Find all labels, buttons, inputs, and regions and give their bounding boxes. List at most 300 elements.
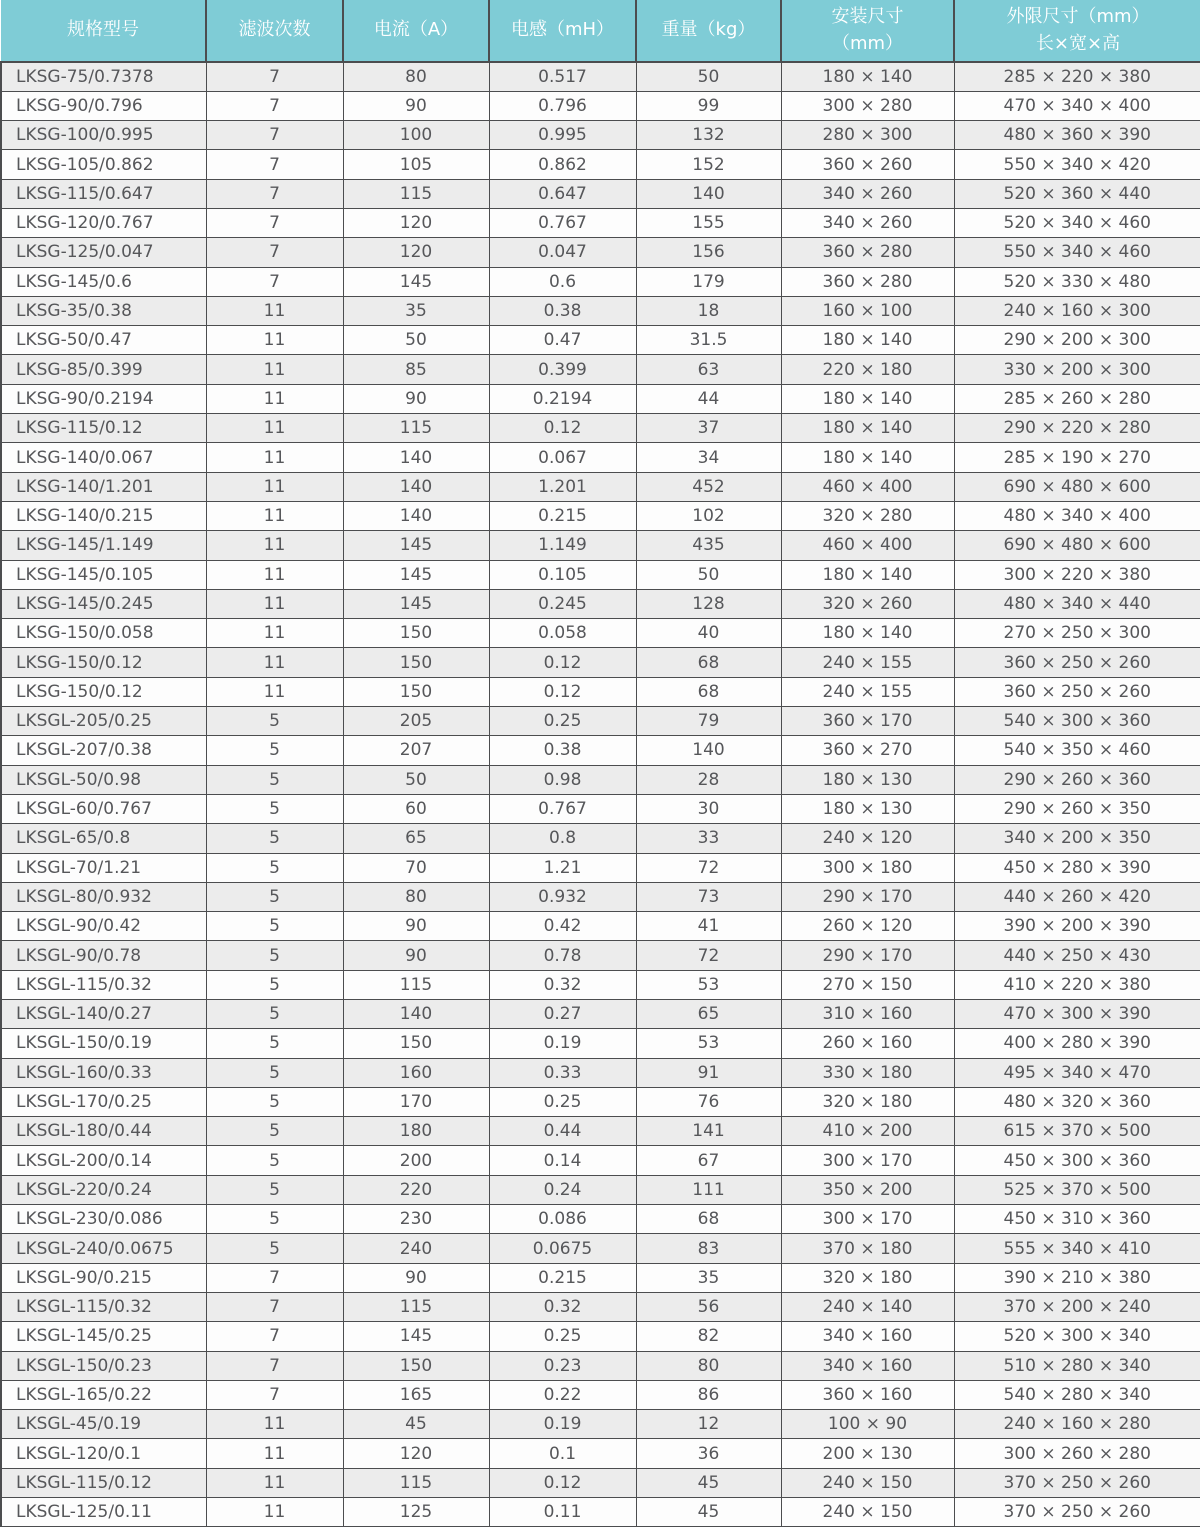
table-cell: 140: [636, 736, 781, 765]
table-cell: 145: [343, 267, 489, 296]
table-cell: 480 × 360 × 390: [954, 121, 1200, 150]
table-cell: 145: [343, 589, 489, 618]
table-row: [1, 707, 1200, 736]
table-cell: 100: [343, 121, 489, 150]
table-cell: 28: [636, 765, 781, 794]
table-cell: 125: [343, 1498, 489, 1527]
table-cell: LKSGL-115/0.12: [1, 1468, 206, 1497]
table-cell: 370 × 200 × 240: [954, 1292, 1200, 1321]
table-cell: 525 × 370 × 500: [954, 1175, 1200, 1204]
table-cell: 290 × 170: [781, 882, 954, 911]
table-cell: 180 × 140: [781, 619, 954, 648]
table-cell: 290 × 260 × 350: [954, 794, 1200, 823]
table-cell: 180 × 140: [781, 443, 954, 472]
table-cell: 290 × 260 × 360: [954, 765, 1200, 794]
table-cell: 91: [636, 1058, 781, 1087]
table-cell: 53: [636, 970, 781, 999]
table-cell: 31.5: [636, 326, 781, 355]
table-row: [1, 1000, 1200, 1029]
table-cell: 99: [636, 91, 781, 120]
table-cell: LKSGL-150/0.19: [1, 1029, 206, 1058]
table-cell: 0.78: [489, 941, 636, 970]
table-cell: LKSGL-140/0.27: [1, 1000, 206, 1029]
table-cell: 5: [206, 853, 343, 882]
table-cell: 520 × 340 × 460: [954, 208, 1200, 237]
table-cell: 0.12: [489, 414, 636, 443]
table-cell: LKSG-85/0.399: [1, 355, 206, 384]
table-cell: 7: [206, 179, 343, 208]
table-cell: LKSGL-150/0.23: [1, 1351, 206, 1380]
table-cell: 11: [206, 443, 343, 472]
table-cell: 7: [206, 91, 343, 120]
table-cell: LKSGL-145/0.25: [1, 1322, 206, 1351]
table-cell: 360 × 270: [781, 736, 954, 765]
table-cell: 0.11: [489, 1498, 636, 1527]
table-cell: 120: [343, 208, 489, 237]
table-cell: 72: [636, 853, 781, 882]
table-cell: 150: [343, 1029, 489, 1058]
table-cell: 540 × 350 × 460: [954, 736, 1200, 765]
table-cell: 207: [343, 736, 489, 765]
table-cell: 5: [206, 1029, 343, 1058]
table-cell: 0.25: [489, 1322, 636, 1351]
table-cell: 450 × 300 × 360: [954, 1146, 1200, 1175]
table-cell: 290 × 220 × 280: [954, 414, 1200, 443]
table-cell: 145: [343, 531, 489, 560]
table-cell: 0.25: [489, 1087, 636, 1116]
table-cell: 200 × 130: [781, 1439, 954, 1468]
table-cell: 50: [636, 62, 781, 91]
table-cell: 0.047: [489, 238, 636, 267]
table-cell: 67: [636, 1146, 781, 1175]
table-cell: 300 × 280: [781, 91, 954, 120]
table-cell: 390 × 200 × 390: [954, 912, 1200, 941]
table-cell: LKSG-115/0.12: [1, 414, 206, 443]
table-row: [1, 882, 1200, 911]
table-cell: 68: [636, 1205, 781, 1234]
table-header-row: [1, 0, 1200, 62]
table-cell: 86: [636, 1380, 781, 1409]
table-cell: 115: [343, 1468, 489, 1497]
table-cell: 65: [343, 824, 489, 853]
table-cell: 0.14: [489, 1146, 636, 1175]
table-cell: 370 × 250 × 260: [954, 1468, 1200, 1497]
table-cell: 7: [206, 1322, 343, 1351]
table-cell: 360 × 160: [781, 1380, 954, 1409]
table-cell: 270 × 250 × 300: [954, 619, 1200, 648]
table-cell: 1.149: [489, 531, 636, 560]
table-cell: LKSG-125/0.047: [1, 238, 206, 267]
table-cell: 520 × 360 × 440: [954, 179, 1200, 208]
table-cell: LKSGL-170/0.25: [1, 1087, 206, 1116]
table-cell: 555 × 340 × 410: [954, 1234, 1200, 1263]
table-cell: 145: [343, 560, 489, 589]
table-cell: 7: [206, 1351, 343, 1380]
table-cell: 0.32: [489, 1292, 636, 1321]
table-cell: 440 × 260 × 420: [954, 882, 1200, 911]
table-row: [1, 1292, 1200, 1321]
column-header: 滤波次数: [206, 0, 343, 62]
table-cell: 56: [636, 1292, 781, 1321]
table-cell: 360 × 170: [781, 707, 954, 736]
table-cell: 0.862: [489, 150, 636, 179]
table-cell: 460 × 400: [781, 531, 954, 560]
table-cell: 11: [206, 1410, 343, 1439]
table-cell: 165: [343, 1380, 489, 1409]
table-cell: 310 × 160: [781, 1000, 954, 1029]
table-cell: 450 × 310 × 360: [954, 1205, 1200, 1234]
table-cell: 11: [206, 355, 343, 384]
table-cell: LKSG-120/0.767: [1, 208, 206, 237]
table-cell: LKSG-90/0.796: [1, 91, 206, 120]
table-cell: LKSGL-125/0.11: [1, 1498, 206, 1527]
table-cell: 80: [343, 882, 489, 911]
table-cell: 160 × 100: [781, 296, 954, 325]
table-row: [1, 62, 1200, 91]
table-row: [1, 355, 1200, 384]
table-row: [1, 1146, 1200, 1175]
table-cell: 320 × 260: [781, 589, 954, 618]
table-cell: 5: [206, 941, 343, 970]
table-cell: 70: [343, 853, 489, 882]
table-cell: 470 × 340 × 400: [954, 91, 1200, 120]
table-cell: LKSGL-65/0.8: [1, 824, 206, 853]
table-cell: 7: [206, 267, 343, 296]
table-cell: LKSGL-60/0.767: [1, 794, 206, 823]
table-cell: 0.19: [489, 1410, 636, 1439]
table-cell: 180 × 130: [781, 794, 954, 823]
table-cell: 220 × 180: [781, 355, 954, 384]
table-row: [1, 853, 1200, 882]
table-cell: 82: [636, 1322, 781, 1351]
table-cell: 690 × 480 × 600: [954, 472, 1200, 501]
table-cell: LKSGL-160/0.33: [1, 1058, 206, 1087]
table-row: [1, 1410, 1200, 1439]
table-cell: 102: [636, 501, 781, 530]
table-cell: 5: [206, 1234, 343, 1263]
table-row: [1, 1468, 1200, 1497]
table-cell: 180: [343, 1117, 489, 1146]
table-cell: 7: [206, 1263, 343, 1292]
table-cell: 0.647: [489, 179, 636, 208]
table-cell: 5: [206, 1175, 343, 1204]
table-cell: 0.23: [489, 1351, 636, 1380]
table-cell: 11: [206, 1439, 343, 1468]
table-cell: 460 × 400: [781, 472, 954, 501]
table-cell: 180 × 140: [781, 326, 954, 355]
table-cell: 480 × 340 × 400: [954, 501, 1200, 530]
table-cell: LKSG-140/0.215: [1, 501, 206, 530]
table-cell: 5: [206, 1117, 343, 1146]
table-cell: 440 × 250 × 430: [954, 941, 1200, 970]
table-cell: 11: [206, 384, 343, 413]
table-row: [1, 912, 1200, 941]
table-cell: 11: [206, 326, 343, 355]
table-cell: 5: [206, 882, 343, 911]
table-cell: 5: [206, 1058, 343, 1087]
table-cell: LKSGL-80/0.932: [1, 882, 206, 911]
table-cell: 5: [206, 1146, 343, 1175]
table-cell: 290 × 170: [781, 941, 954, 970]
table-cell: 5: [206, 707, 343, 736]
table-cell: 53: [636, 1029, 781, 1058]
table-cell: 68: [636, 648, 781, 677]
table-row: [1, 238, 1200, 267]
table-row: [1, 619, 1200, 648]
table-cell: 0.2194: [489, 384, 636, 413]
table-cell: LKSG-150/0.058: [1, 619, 206, 648]
table-cell: 5: [206, 1205, 343, 1234]
column-header: 规格型号: [1, 0, 206, 62]
table-cell: 330 × 200 × 300: [954, 355, 1200, 384]
table-row: [1, 970, 1200, 999]
table-cell: 285 × 190 × 270: [954, 443, 1200, 472]
table-cell: 5: [206, 765, 343, 794]
table-cell: 140: [636, 179, 781, 208]
table-cell: 90: [343, 91, 489, 120]
table-row: [1, 1117, 1200, 1146]
table-cell: 50: [636, 560, 781, 589]
table-cell: 7: [206, 121, 343, 150]
table-cell: 320 × 180: [781, 1087, 954, 1116]
table-cell: 410 × 220 × 380: [954, 970, 1200, 999]
table-cell: 120: [343, 1439, 489, 1468]
table-cell: 115: [343, 970, 489, 999]
table-row: [1, 384, 1200, 413]
table-cell: 452: [636, 472, 781, 501]
table-cell: 0.995: [489, 121, 636, 150]
table-cell: 340 × 160: [781, 1322, 954, 1351]
table-cell: 0.47: [489, 326, 636, 355]
table-cell: 11: [206, 648, 343, 677]
table-cell: 0.796: [489, 91, 636, 120]
table-cell: 240 × 155: [781, 677, 954, 706]
table-cell: 240 × 160 × 300: [954, 296, 1200, 325]
table-cell: 37: [636, 414, 781, 443]
table-cell: LKSG-100/0.995: [1, 121, 206, 150]
table-cell: LKSG-150/0.12: [1, 648, 206, 677]
table-cell: LKSG-35/0.38: [1, 296, 206, 325]
table-row: [1, 1205, 1200, 1234]
table-cell: 0.25: [489, 707, 636, 736]
table-cell: 260 × 160: [781, 1029, 954, 1058]
table-row: [1, 208, 1200, 237]
table-cell: 45: [636, 1468, 781, 1497]
table-cell: 360 × 280: [781, 267, 954, 296]
table-cell: 0.245: [489, 589, 636, 618]
table-cell: 340 × 200 × 350: [954, 824, 1200, 853]
table-cell: 120: [343, 238, 489, 267]
table-cell: 510 × 280 × 340: [954, 1351, 1200, 1380]
table-cell: 0.98: [489, 765, 636, 794]
table-cell: 11: [206, 677, 343, 706]
table-cell: 140: [343, 472, 489, 501]
table-cell: 50: [343, 326, 489, 355]
table-cell: LKSGL-90/0.42: [1, 912, 206, 941]
table-row: [1, 648, 1200, 677]
table-cell: LKSGL-70/1.21: [1, 853, 206, 882]
column-header: 电流（A）: [343, 0, 489, 62]
table-cell: 435: [636, 531, 781, 560]
table-cell: 690 × 480 × 600: [954, 531, 1200, 560]
table-row: [1, 501, 1200, 530]
table-cell: 35: [636, 1263, 781, 1292]
table-cell: 285 × 220 × 380: [954, 62, 1200, 91]
table-cell: 0.32: [489, 970, 636, 999]
table-cell: 156: [636, 238, 781, 267]
table-cell: 105: [343, 150, 489, 179]
table-cell: 0.067: [489, 443, 636, 472]
table-row: [1, 443, 1200, 472]
table-cell: 0.0675: [489, 1234, 636, 1263]
table-cell: 179: [636, 267, 781, 296]
table-cell: 73: [636, 882, 781, 911]
table-cell: LKSG-140/0.067: [1, 443, 206, 472]
table-cell: 128: [636, 589, 781, 618]
table-cell: 111: [636, 1175, 781, 1204]
table-cell: 11: [206, 296, 343, 325]
table-row: [1, 1263, 1200, 1292]
table-cell: 115: [343, 414, 489, 443]
table-cell: 34: [636, 443, 781, 472]
table-cell: 5: [206, 1000, 343, 1029]
table-cell: LKSG-145/0.6: [1, 267, 206, 296]
table-cell: 220: [343, 1175, 489, 1204]
table-cell: 0.215: [489, 501, 636, 530]
table-cell: 79: [636, 707, 781, 736]
table-cell: 35: [343, 296, 489, 325]
table-cell: 240 × 150: [781, 1498, 954, 1527]
table-cell: 90: [343, 384, 489, 413]
table-cell: 7: [206, 150, 343, 179]
table-cell: 240 × 160 × 280: [954, 1410, 1200, 1439]
table-cell: 12: [636, 1410, 781, 1439]
table-cell: LKSGL-50/0.98: [1, 765, 206, 794]
table-cell: 72: [636, 941, 781, 970]
table-cell: 240 × 150: [781, 1468, 954, 1497]
table-cell: 520 × 300 × 340: [954, 1322, 1200, 1351]
table-cell: 0.215: [489, 1263, 636, 1292]
table-cell: 300 × 170: [781, 1146, 954, 1175]
table-cell: 360 × 260: [781, 150, 954, 179]
table-row: [1, 941, 1200, 970]
table-cell: LKSGL-220/0.24: [1, 1175, 206, 1204]
table-row: [1, 1322, 1200, 1351]
table-cell: 300 × 260 × 280: [954, 1439, 1200, 1468]
table-row: [1, 414, 1200, 443]
column-header: 重量（kg）: [636, 0, 781, 62]
table-cell: 1.201: [489, 472, 636, 501]
table-cell: 11: [206, 472, 343, 501]
table-row: [1, 1029, 1200, 1058]
table-cell: LKSGL-115/0.32: [1, 970, 206, 999]
table-cell: 350 × 200: [781, 1175, 954, 1204]
table-cell: 7: [206, 208, 343, 237]
table-cell: 520 × 330 × 480: [954, 267, 1200, 296]
table-cell: 360 × 250 × 260: [954, 677, 1200, 706]
table-cell: 550 × 340 × 420: [954, 150, 1200, 179]
table-cell: 205: [343, 707, 489, 736]
table-cell: 495 × 340 × 470: [954, 1058, 1200, 1087]
table-row: [1, 1058, 1200, 1087]
table-cell: 132: [636, 121, 781, 150]
table-cell: 0.24: [489, 1175, 636, 1204]
table-cell: LKSGL-230/0.086: [1, 1205, 206, 1234]
table-cell: 340 × 260: [781, 208, 954, 237]
table-cell: 5: [206, 736, 343, 765]
table-cell: 140: [343, 1000, 489, 1029]
table-cell: 11: [206, 531, 343, 560]
table-cell: 615 × 370 × 500: [954, 1117, 1200, 1146]
table-cell: 1.21: [489, 853, 636, 882]
table-cell: 300 × 170: [781, 1205, 954, 1234]
table-cell: LKSGL-120/0.1: [1, 1439, 206, 1468]
table-cell: 5: [206, 912, 343, 941]
table-cell: 180 × 130: [781, 765, 954, 794]
table-cell: 0.42: [489, 912, 636, 941]
table-cell: 160: [343, 1058, 489, 1087]
table-cell: 0.767: [489, 794, 636, 823]
table-cell: 40: [636, 619, 781, 648]
table-row: [1, 1175, 1200, 1204]
table-cell: 5: [206, 1087, 343, 1116]
table-cell: 150: [343, 619, 489, 648]
table-cell: 370 × 250 × 260: [954, 1498, 1200, 1527]
table-cell: 0.058: [489, 619, 636, 648]
table-cell: 11: [206, 560, 343, 589]
table-cell: 320 × 280: [781, 501, 954, 530]
table-cell: 140: [343, 443, 489, 472]
table-cell: 410 × 200: [781, 1117, 954, 1146]
table-cell: 5: [206, 970, 343, 999]
table-cell: 0.8: [489, 824, 636, 853]
table-cell: 141: [636, 1117, 781, 1146]
table-row: [1, 677, 1200, 706]
column-header: 外限尺寸（mm） 长×宽×高: [954, 0, 1200, 62]
table-cell: 80: [343, 62, 489, 91]
table-cell: LKSGL-240/0.0675: [1, 1234, 206, 1263]
table-cell: 85: [343, 355, 489, 384]
table-cell: 150: [343, 1351, 489, 1380]
table-cell: 260 × 120: [781, 912, 954, 941]
table-cell: 270 × 150: [781, 970, 954, 999]
table-cell: 0.12: [489, 1468, 636, 1497]
table-cell: 115: [343, 179, 489, 208]
table-cell: LKSGL-90/0.78: [1, 941, 206, 970]
table-cell: 180 × 140: [781, 560, 954, 589]
table-cell: 230: [343, 1205, 489, 1234]
table-cell: 470 × 300 × 390: [954, 1000, 1200, 1029]
table-cell: LKSG-115/0.647: [1, 179, 206, 208]
table-cell: LKSG-145/1.149: [1, 531, 206, 560]
table-row: [1, 1351, 1200, 1380]
table-cell: 300 × 220 × 380: [954, 560, 1200, 589]
table-cell: 90: [343, 912, 489, 941]
table-cell: LKSGL-207/0.38: [1, 736, 206, 765]
table-row: [1, 121, 1200, 150]
table-cell: 7: [206, 1292, 343, 1321]
table-cell: 11: [206, 1468, 343, 1497]
table-cell: 0.6: [489, 267, 636, 296]
table-row: [1, 1439, 1200, 1468]
table-cell: 0.932: [489, 882, 636, 911]
table-cell: 0.12: [489, 648, 636, 677]
table-cell: LKSGL-115/0.32: [1, 1292, 206, 1321]
table-cell: 45: [343, 1410, 489, 1439]
table-row: [1, 824, 1200, 853]
table-cell: 180 × 140: [781, 62, 954, 91]
table-row: [1, 150, 1200, 179]
